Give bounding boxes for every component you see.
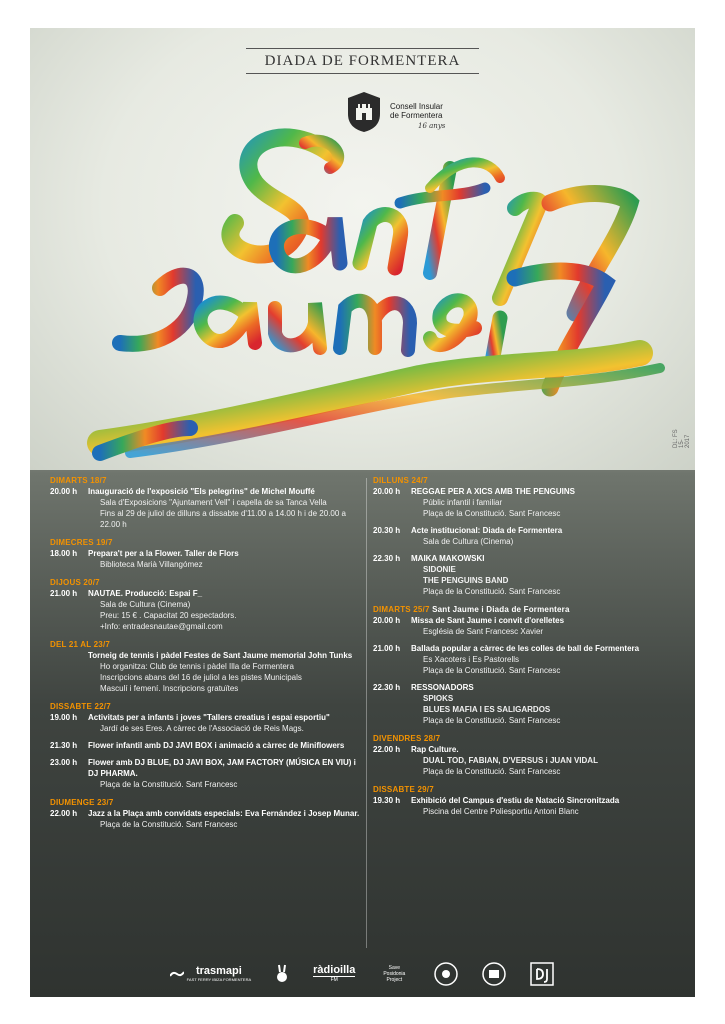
radioilla-name: ràdioilla — [313, 964, 356, 976]
event-detail: Sala d'Exposicions "Ajuntament Vell" i capella de sa Tanca Vella — [100, 498, 327, 507]
program-column-right — [373, 476, 683, 825]
event-venue: Plaça de la Constitució. Sant Francesc — [423, 767, 561, 776]
event-detail: Masculí i femení. Inscripcions gratuïtes — [100, 684, 239, 693]
day-block — [373, 476, 683, 597]
art-number — [30, 28, 31, 29]
event-title: MAIKA MAKOWSKI — [411, 554, 485, 563]
day-block — [50, 798, 368, 830]
tennis-club-logo-icon — [433, 961, 459, 987]
event-time: 21.00 h — [373, 644, 401, 653]
sponsor-trasmapi — [170, 965, 251, 982]
dj-square-logo-icon — [529, 961, 555, 987]
legal-deposit: DL: FS 15-2017 — [673, 429, 691, 448]
event-item — [50, 757, 368, 790]
event-time: 22.00 h — [373, 745, 401, 754]
event-body — [88, 757, 368, 790]
event-title: Missa de Sant Jaume i convit d'orelletes — [411, 616, 565, 625]
event-body — [411, 553, 683, 597]
event-item — [50, 740, 368, 751]
event-title: Prepara't per a la Flower. Taller de Flors — [88, 549, 239, 558]
day-date: DEL 21 AL 23/7 — [50, 640, 111, 649]
sant-jaume-17-lettering — [30, 98, 695, 468]
day-date: DIJOUS 20/7 — [50, 578, 100, 587]
event-body — [411, 615, 683, 637]
rabbit-logo-icon — [273, 963, 291, 985]
day-date: DIVENDRES 28/7 — [373, 734, 441, 743]
trasmapi-tagline: FAST FERRY IBIZA FORMENTERA — [186, 977, 252, 982]
day-heading — [373, 476, 683, 485]
event-item — [373, 486, 683, 519]
event-time: 20.00 h — [50, 487, 78, 496]
event-title: Inauguració de l'exposició "Els pelegrins" de Michel Mouffé — [88, 487, 315, 496]
event-title: Rap Culture. — [411, 745, 459, 754]
event-time: 18.00 h — [50, 549, 78, 558]
event-body — [411, 744, 683, 777]
event-detail: Biblioteca Marià Villangómez — [100, 560, 203, 569]
event-time: 20.30 h — [373, 526, 401, 535]
event-item — [50, 486, 368, 530]
event-title: Jazz a la Plaça amb convidats especials: Eva Fernández i Josep Munar. — [88, 809, 360, 818]
event-detail: Piscina del Centre Poliesportiu Antoni Blanc — [423, 807, 579, 816]
event-detail: Jardí de ses Eres. A càrrec de l'Associació de Reis Mags. — [100, 724, 304, 733]
event-title: Flower infantil amb DJ JAVI BOX i animació a càrrec de Miniflowers — [88, 741, 345, 750]
event-body — [411, 795, 683, 817]
event-time: 20.00 h — [373, 487, 401, 496]
day-heading — [373, 785, 683, 794]
event-detail: Públic infantil i familiar — [423, 498, 503, 507]
column-divider — [366, 478, 367, 948]
anniversary-mark: 16 anys — [418, 122, 446, 130]
sponsor-bar — [30, 950, 695, 997]
event-performer: THE PENGUINS BAND — [423, 576, 509, 585]
formentera-round-logo-icon — [481, 961, 507, 987]
event-body — [88, 548, 368, 570]
event-body — [88, 808, 368, 830]
event-item — [373, 795, 683, 817]
event-detail: Ho organitza: Club de tennis i pàdel Illa de Formentera — [100, 662, 294, 671]
event-title: Acte institucional: Diada de Formentera — [411, 526, 563, 535]
event-title: Flower amb DJ BLUE, DJ JAVI BOX, JAM FACTORY (MÚSICA EN VIU) i DJ PHARMA. — [88, 758, 356, 778]
event-title: NAUTAE. Producció: Espai F_ — [88, 589, 203, 598]
event-time: 23.00 h — [50, 758, 78, 767]
event-body — [411, 486, 683, 519]
event-detail: Preu: 15 € . Capacitat 20 espectadors. — [100, 611, 237, 620]
radioilla-band: FM — [330, 977, 338, 983]
day-date: DIUMENGE 23/7 — [50, 798, 114, 807]
day-block — [373, 734, 683, 777]
day-date: DIMECRES 19/7 — [50, 538, 113, 547]
event-time: 22.30 h — [373, 554, 401, 563]
day-block — [373, 605, 683, 726]
event-item — [50, 650, 368, 694]
event-body — [411, 643, 683, 676]
day-heading — [50, 640, 368, 649]
event-performer: SIDONIE — [423, 565, 456, 574]
day-block — [50, 476, 368, 530]
event-title: Ballada popular a càrrec de les colles de ball de Formentera — [411, 644, 640, 653]
event-detail: Sala de Cultura (Cinema) — [423, 537, 514, 546]
event-item — [50, 548, 368, 570]
event-detail: Plaça de la Constitució. Sant Francesc — [423, 666, 561, 675]
event-item — [373, 643, 683, 676]
event-time: 21.00 h — [50, 589, 78, 598]
event-item — [50, 712, 368, 734]
day-heading — [373, 734, 683, 743]
event-time: 21.30 h — [50, 741, 78, 750]
event-item — [373, 553, 683, 597]
event-detail: Plaça de la Constitució. Sant Francesc — [100, 780, 238, 789]
event-body — [411, 682, 683, 726]
trasmapi-name: trasmapi — [195, 965, 242, 977]
header-rule-bottom — [246, 73, 479, 74]
event-body — [88, 486, 368, 530]
art-line2 — [30, 28, 31, 29]
event-title: Torneig de tennis i pàdel Festes de Sant Jaume memorial John Tunks — [88, 651, 353, 660]
event-title: DIADA DE FORMENTERA — [264, 53, 461, 69]
event-time — [50, 650, 88, 694]
program-column-left — [50, 476, 368, 838]
event-item — [373, 525, 683, 547]
program-section — [30, 470, 695, 950]
day-subtitle: Sant Jaume i Diada de Formentera — [432, 605, 570, 614]
day-date: DIMARTS 25/7 — [373, 605, 430, 614]
day-heading — [50, 578, 368, 587]
event-title: Exhibició del Campus d'estiu de Natació Sincronitzada — [411, 796, 620, 805]
event-venue: Plaça de la Constitució. Sant Francesc — [423, 716, 561, 725]
day-heading — [50, 538, 368, 547]
event-performer: DUAL TOD, FABIAN, D'VERSUS i JUAN VIDAL — [423, 756, 598, 765]
day-date: DISSABTE 22/7 — [50, 702, 111, 711]
day-block — [50, 702, 368, 790]
day-date: DISSABTE 29/7 — [373, 785, 434, 794]
event-title: Activitats per a infants i joves "Tallers creatius i espai esportiu" — [88, 713, 330, 722]
day-heading — [50, 476, 368, 485]
event-time: 22.30 h — [373, 683, 401, 692]
hero-artwork-area — [30, 28, 695, 470]
event-detail: Església de Sant Francesc Xavier — [423, 627, 544, 636]
event-item — [373, 744, 683, 777]
event-detail: Plaça de la Constitució. Sant Francesc — [100, 820, 238, 829]
event-detail: Es Xacoters i Es Pastorells — [423, 655, 520, 664]
day-block — [50, 578, 368, 632]
event-performer: SPIOKS — [423, 694, 454, 703]
event-body — [88, 740, 368, 751]
event-body — [411, 525, 683, 547]
event-item — [373, 615, 683, 637]
event-detail: Inscripcions abans del 16 de juliol a les pistes Municipals — [100, 673, 302, 682]
day-date: DIMARTS 18/7 — [50, 476, 107, 485]
event-detail: Fins al 29 de juliol de dilluns a dissabte d'11.00 a 14.00 h i de 20.00 a 22.00 h — [100, 509, 346, 529]
day-block — [373, 785, 683, 817]
day-heading — [50, 798, 368, 807]
day-block — [50, 538, 368, 570]
event-time: 19.30 h — [373, 796, 401, 805]
event-body — [88, 650, 368, 694]
day-heading — [373, 605, 683, 614]
header-rule-top — [246, 48, 479, 49]
day-block — [50, 640, 368, 694]
event-body — [88, 588, 368, 632]
sponsor-radioilla — [313, 964, 355, 983]
event-body — [88, 712, 368, 734]
event-time: 20.00 h — [373, 616, 401, 625]
event-title: RESSONADORS — [411, 683, 474, 692]
day-date: DILLUNS 24/7 — [373, 476, 428, 485]
poster — [30, 28, 695, 997]
event-detail: Plaça de la Constitució. Sant Francesc — [423, 509, 561, 518]
event-detail: +Info: entradesnautae@gmail.com — [100, 622, 223, 631]
trasmapi-wave-icon — [170, 969, 184, 979]
council-name-line1: Consell Insular — [390, 102, 443, 111]
council-name-line2: de Formentera — [390, 111, 443, 120]
event-detail: Sala de Cultura (Cinema) — [100, 600, 191, 609]
event-time: 22.00 h — [50, 809, 78, 818]
event-time: 19.00 h — [50, 713, 78, 722]
event-item — [50, 588, 368, 632]
event-item — [50, 808, 368, 830]
event-performer: BLUES MAFIA I ES SALIGARDOS — [423, 705, 551, 714]
day-heading — [50, 702, 368, 711]
event-item — [373, 682, 683, 726]
event-venue: Plaça de la Constitució. Sant Francesc — [423, 587, 561, 596]
event-title: REGGAE PER A XICS AMB THE PENGUINS — [411, 487, 576, 496]
sponsor-save-posidonia: Save Posidonia Project — [383, 964, 406, 983]
